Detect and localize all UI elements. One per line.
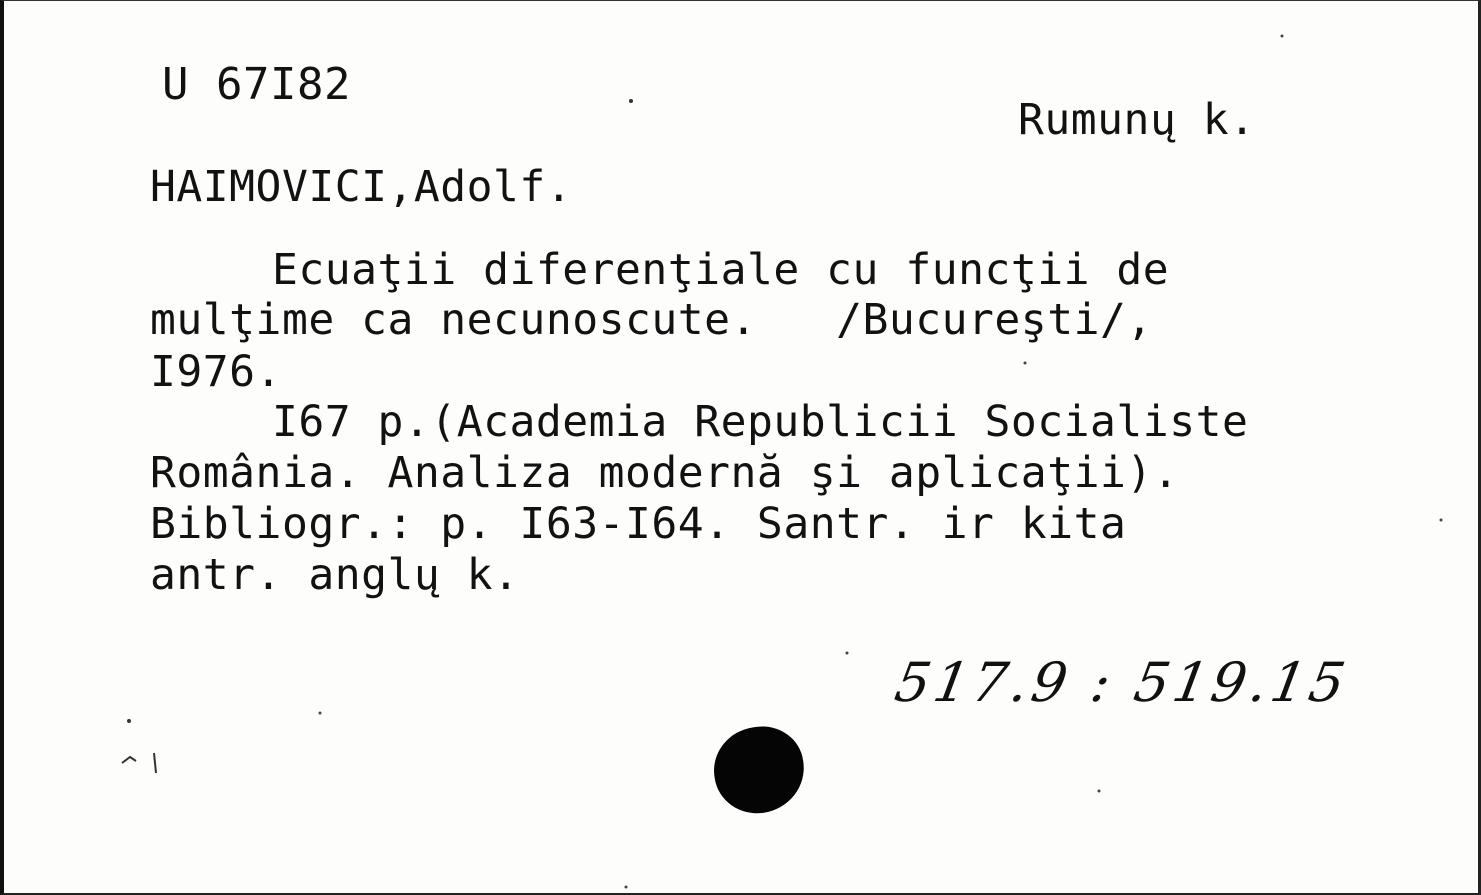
series-line: România. Analiza modernă şi aplicaţii). — [150, 448, 1180, 498]
imprint-year: I976. — [150, 347, 282, 397]
language-summary-note: antr. anglų k. — [150, 550, 520, 600]
author-heading: HAIMOVICI,Adolf. — [150, 162, 573, 212]
classification-number: 517.9 : 519.15 — [890, 651, 1354, 714]
title-line-2: mulţime ca necunoscute. /Bucureşti/, — [150, 295, 1153, 345]
bibliography-note: Bibliogr.: p. I63-I64. Santr. ir kita — [150, 499, 1127, 549]
title-line-1: Ecuaţii diferenţiale cu funcţii de — [272, 245, 1170, 295]
collation-line-1: I67 p.(Academia Republicii Socialiste — [272, 397, 1249, 447]
language-note: Rumunų k. — [1018, 95, 1256, 145]
dust-specks — [4, 1, 1481, 895]
call-number: U 67I82 — [162, 59, 351, 110]
